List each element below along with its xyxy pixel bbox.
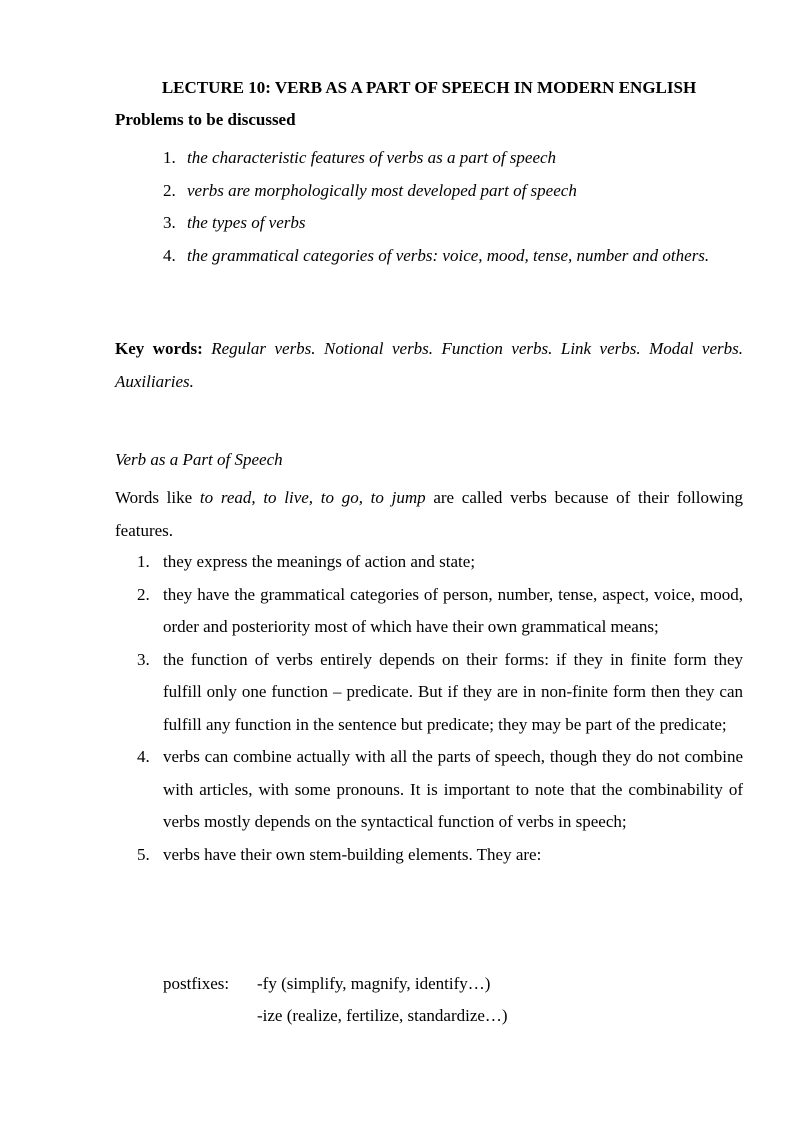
list-item-text: the grammatical categories of verbs: voice, mood, tense, number and others. [187,245,710,265]
list-item-number: 4. [137,747,150,766]
problems-heading: Problems to be discussed [115,110,296,129]
list-item-number: 3. [137,649,150,669]
features-list [137,546,743,871]
problems-list [163,142,743,272]
list-item-text: the function of verbs entirely depends on their forms: if they in finite form they fulfill only one function – predicate. But if they are in non-finite form then they can fulfill any function in the sentence but predicate; they may be part of the predicate; [163,649,743,734]
intro-examples: to read, to live, to go, to jump [199,488,426,507]
list-item [137,839,743,872]
list-item-text: they express the meanings of action and state; [163,552,476,571]
postfixes-label: postfixes: [163,974,230,993]
intro-paragraph [115,482,743,547]
list-item-number: 2. [163,180,176,200]
postfix-row [163,968,723,1001]
lecture-title: LECTURE 10: VERB AS A PART OF SPEECH IN MODERN ENGLISH [161,78,697,97]
list-item-number: 5. [137,844,150,864]
list-item-number: 4. [163,245,176,265]
list-item [163,240,743,273]
list-item-number: 1. [137,552,150,571]
list-item [137,741,743,839]
keywords-paragraph [115,332,743,398]
list-item-text: verbs have their own stem-building elements. They are: [163,844,542,864]
list-item [163,175,743,208]
list-item-number: 2. [137,584,150,604]
list-item [137,644,743,742]
list-item [163,207,743,240]
keywords-text: Regular verbs. Notional verbs. Function verbs. Link verbs. Modal verbs. Auxiliaries. [115,339,744,391]
list-item-number: 1. [163,148,176,167]
keywords-label: Key words: [115,339,203,358]
postfix-item: -ize (realize, fertilize, standardize…) [257,1006,508,1025]
intro-prefix: Words like [115,488,200,507]
postfix-row [163,1000,723,1033]
section-title: Verb as a Part of Speech [115,450,283,469]
list-item-text: the characteristic features of verbs as a part of speech [187,148,557,167]
list-item [137,546,743,579]
list-item [137,579,743,644]
list-item-text: the types of verbs [187,213,306,232]
list-item-text: they have the grammatical categories of person, number, tense, aspect, voice, mood, order and posteriority most of which have their own grammatical means; [163,584,743,636]
postfix-item: -fy (simplify, magnify, identify…) [257,974,491,993]
list-item-number: 3. [163,213,176,232]
list-item-text: verbs can combine actually with all the parts of speech, though they do not combine with articles, with some pronouns. It is important to note that the combinability of verbs mostly depends on the syntactical function of verbs in speech; [163,747,743,831]
list-item [163,142,743,175]
list-item-text: verbs are morphologically most developed part of speech [187,180,577,200]
intro-suffix: are called verbs because of their following features. [115,488,743,540]
